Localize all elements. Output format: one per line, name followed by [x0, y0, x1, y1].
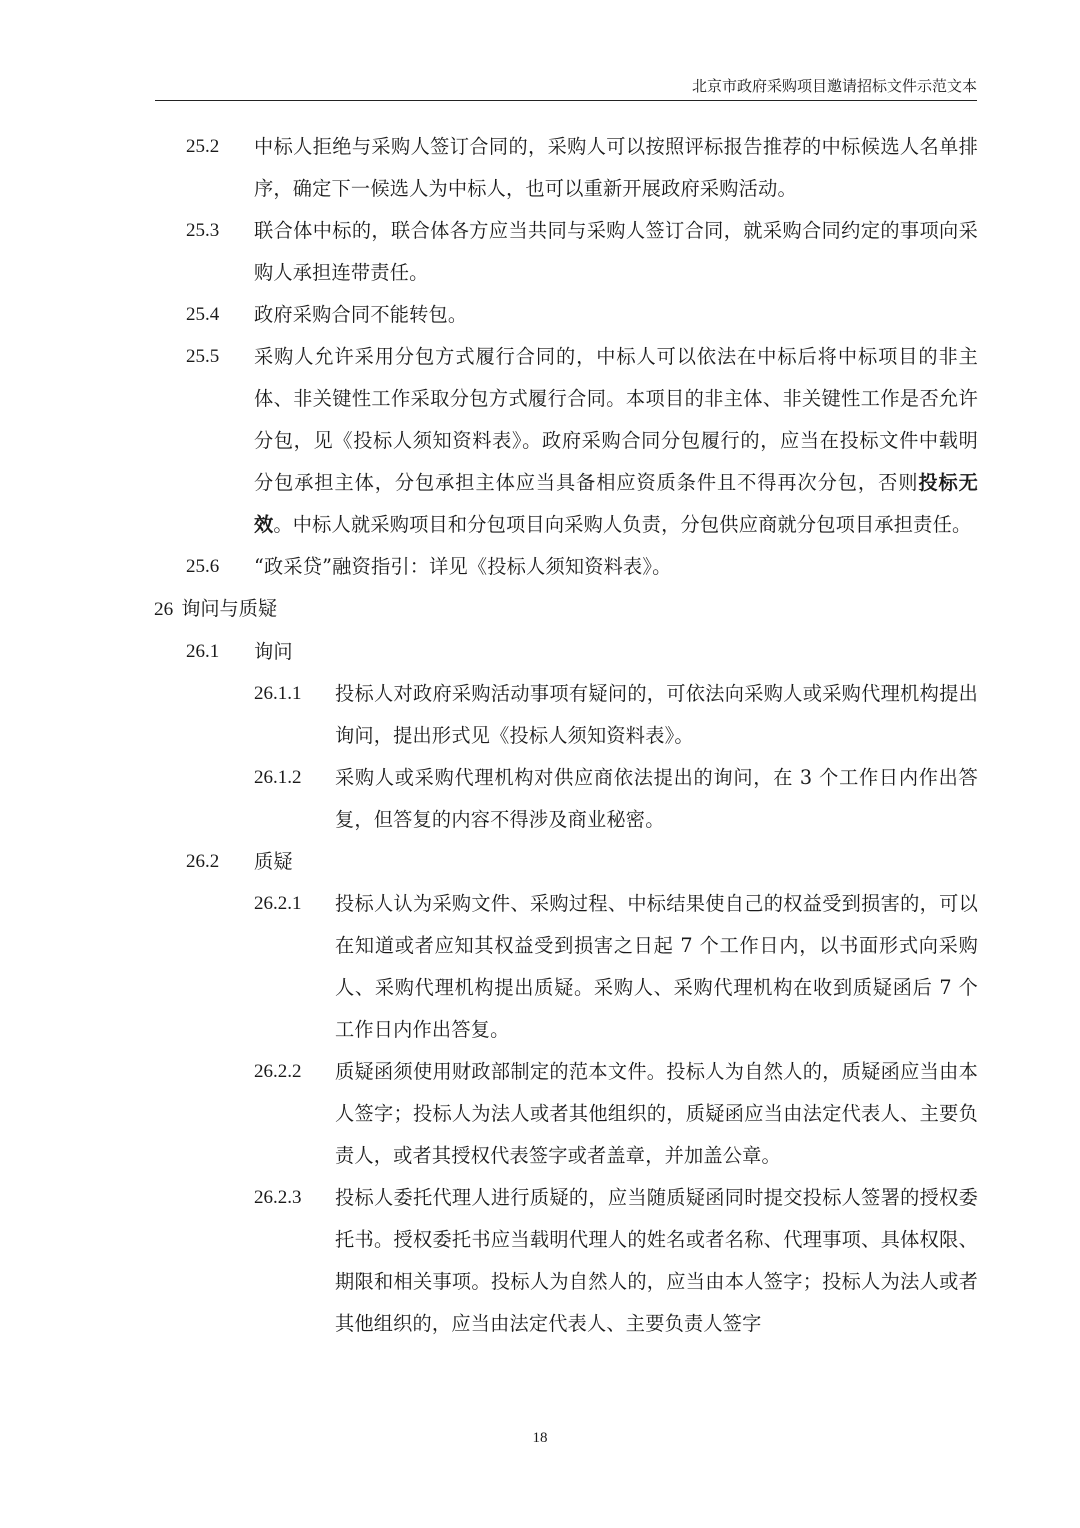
clause-number: 25.4: [186, 304, 220, 325]
clause-25-4: [0, 294, 1080, 336]
running-header: 北京市政府采购项目邀请招标文件示范文本: [691, 77, 977, 95]
subsection-number: 26.2: [186, 851, 220, 872]
clause-text-part-a: 采购人允许采用分包方式履行合同的，中标人可以依法在中标后将中标项目的非主体、非关键性工作采取分包方式履行合同。本项目的非主体、非关键性工作是否允许分包，见《投标人须知资料表》。政府采购合同分包履行的，应当在投标文件中载明分包承担主体，分包承担主体应当具备相应资质条件且不得再次分包，否则: [254, 345, 978, 494]
section-26-heading: [154, 588, 1080, 631]
clause-25-5: [0, 336, 1080, 546]
clause-text: 质疑函须使用财政部制定的范本文件。投标人为自然人的，质疑函应当由本人签字；投标人为法人或者其他组织的，质疑函应当由法定代表人、主要负责人，或者其授权代表签字或者盖章，并加盖公章。: [335, 1060, 978, 1167]
clause-25-6: [0, 546, 1080, 588]
clause-text: 联合体中标的，联合体各方应当共同与采购人签订合同，就采购合同约定的事项向采购人承担连带责任。: [254, 219, 978, 284]
clause-26-2-2: [0, 1051, 1080, 1177]
section-number: 26: [154, 599, 174, 620]
clause-text-part-b: 。中标人就采购项目和分包项目向采购人负责，分包供应商就分包项目承担责任。: [273, 513, 972, 536]
subsection-26-1-heading: [0, 631, 1080, 673]
clause-text: 投标人对政府采购活动事项有疑问的，可依法向采购人或采购代理机构提出询问，提出形式见《投标人须知资料表》。: [335, 682, 978, 747]
clause-text: 投标人委托代理人进行质疑的，应当随质疑函同时提交投标人签署的授权委托书。授权委托书应当载明代理人的姓名或者名称、代理事项、具体权限、期限和相关事项。投标人为自然人的，应当由本人签字；投标人为法人或者其他组织的，应当由法定代表人、主要负责人签字: [335, 1186, 978, 1335]
clause-26-2-1: [0, 883, 1080, 1051]
clause-number: 25.3: [186, 220, 220, 241]
emphasis-invalid-bid: 投标无效: [254, 471, 978, 536]
clause-26-1-2: [0, 757, 1080, 841]
clause-number: 26.2.1: [254, 893, 302, 914]
subsection-title: 质疑: [254, 850, 293, 873]
clause-text: 中标人拒绝与采购人签订合同的，采购人可以按照评标报告推荐的中标候选人名单排序，确定下一候选人为中标人，也可以重新开展政府采购活动。: [254, 135, 978, 200]
subsection-26-2-heading: [0, 841, 1080, 883]
clause-25-2: [0, 126, 1080, 210]
section-title: 询问与质疑: [181, 597, 278, 620]
clause-number: 25.2: [186, 136, 220, 157]
clause-text: [254, 336, 978, 546]
clause-number: 26.1.2: [254, 767, 302, 788]
clause-26-1-1: [0, 673, 1080, 757]
clause-25-3: [0, 210, 1080, 294]
subsection-number: 26.1: [186, 641, 220, 662]
clause-number: 26.1.1: [254, 683, 302, 704]
subsection-title: 询问: [254, 640, 293, 663]
page-number: 18: [532, 1430, 548, 1446]
clause-text: 政府采购合同不能转包。: [254, 303, 468, 326]
header-rule: [155, 100, 977, 101]
clause-text: “政采贷”融资指引：详见《投标人须知资料表》。: [254, 555, 672, 578]
clause-26-2-3: [0, 1177, 1080, 1345]
clause-number: 25.6: [186, 556, 220, 577]
clause-text: 采购人或采购代理机构对供应商依法提出的询问，在 3 个工作日内作出答复，但答复的内容不得涉及商业秘密。: [335, 766, 978, 831]
clause-text: 投标人认为采购文件、采购过程、中标结果使自己的权益受到损害的，可以在知道或者应知其权益受到损害之日起 7 个工作日内，以书面形式向采购人、采购代理机构提出质疑。采购人、采购代理机构在收到质疑函后 7 个工作日内作出答复。: [335, 892, 978, 1041]
clause-number: 26.2.2: [254, 1061, 302, 1082]
clause-number: 26.2.3: [254, 1187, 302, 1208]
page-body: [0, 126, 1080, 1345]
clause-number: 25.5: [186, 346, 220, 367]
